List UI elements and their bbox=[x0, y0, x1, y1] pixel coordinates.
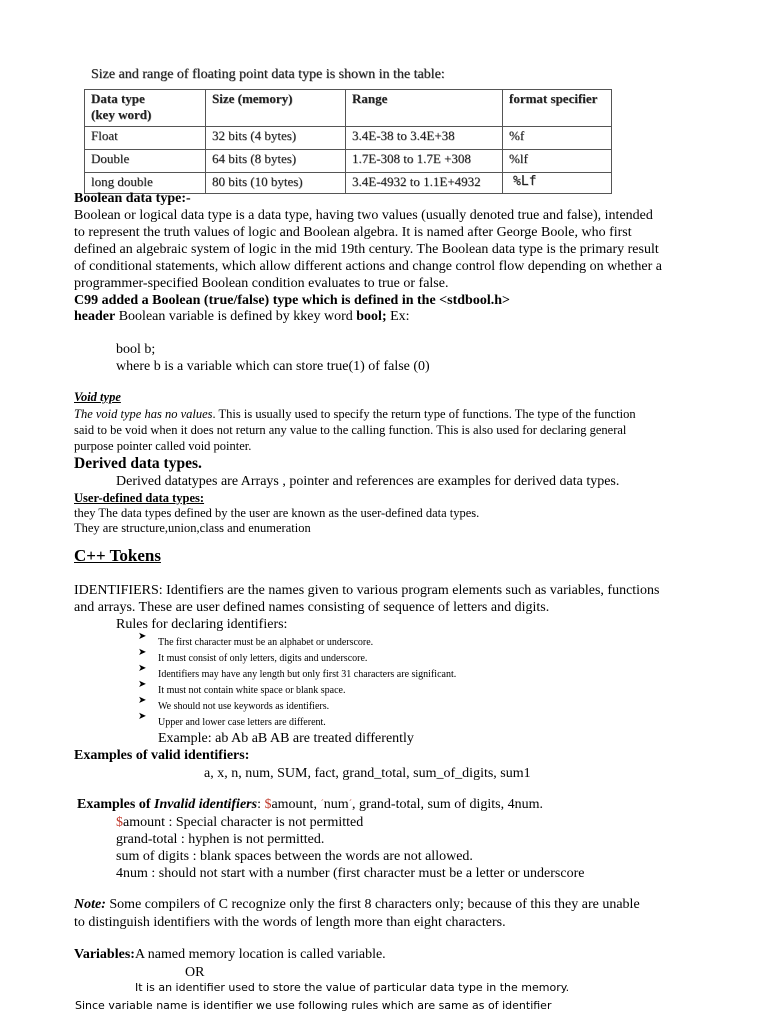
table-cell: 3.4E-38 to 3.4E+38 bbox=[346, 127, 503, 150]
table-cell: %Lf bbox=[503, 173, 612, 194]
variables-line: Since variable name is identifier we use following rules which are same as of identifier bbox=[75, 999, 552, 1012]
userdef-heading: User-defined data types: bbox=[74, 491, 205, 505]
bool-keyword-text: Boolean variable is defined by kkey word bbox=[115, 309, 357, 324]
derived-text: Derived datatypes are Arrays , pointer and references are examples for derived data types. bbox=[116, 474, 620, 489]
rule-text: It must consist of only letters, digits and underscore. bbox=[158, 653, 368, 664]
identifiers-line: IDENTIFIERS: Identifiers are the names given to various program elements such as variables, functions bbox=[74, 583, 660, 598]
bool-keyword: bool; bbox=[356, 309, 387, 324]
identifiers-line: and arrays. These are user defined names consisting of sequence of letters and digits. bbox=[74, 600, 550, 615]
header-data-type: Data type (key word) bbox=[85, 90, 206, 127]
note-line bbox=[74, 896, 640, 913]
note-text: Some compilers of C recognize only the first 8 characters only; because of this they are unable bbox=[105, 897, 640, 912]
void-line-rest: . This is usually used to specify the return type of functions. The type of the function bbox=[212, 407, 636, 421]
boolean-heading: Boolean data type:- bbox=[74, 191, 191, 206]
dollar-symbol: $ bbox=[264, 797, 272, 812]
table-header-row bbox=[85, 90, 612, 127]
invalid-line bbox=[77, 796, 543, 813]
arrow-bullet-icon: ➤ bbox=[138, 631, 147, 642]
header-size: Size (memory) bbox=[206, 90, 346, 127]
table-cell: 80 bits (10 bytes) bbox=[206, 173, 346, 194]
rule-text: It must not contain white space or blank space. bbox=[158, 685, 346, 696]
tokens-heading: C++ Tokens bbox=[74, 546, 161, 565]
invalid-colon: : bbox=[257, 797, 265, 812]
valid-heading: Examples of valid identifiers: bbox=[74, 748, 250, 763]
explanation-line: sum of digits : blank spaces between the words are not allowed. bbox=[116, 849, 473, 864]
header-range: Range bbox=[346, 90, 503, 127]
derived-heading: Derived data types. bbox=[74, 455, 202, 472]
floating-point-table bbox=[84, 89, 612, 194]
explanation-line: grand-total : hyphen is not permitted. bbox=[116, 832, 325, 847]
variables-text: A named memory location is called variable. bbox=[134, 947, 386, 962]
explanation-text: amount : Special character is not permitted bbox=[123, 815, 364, 830]
valid-list: a, x, n, num, SUM, fact, grand_total, sum_of_digits, sum1 bbox=[204, 766, 531, 781]
header-format: format specifier bbox=[503, 90, 612, 127]
arrow-bullet-icon: ➤ bbox=[138, 679, 147, 690]
boolean-para-line: of conditional statements, which allow different actions and change control flow depending on whether a bbox=[74, 259, 662, 274]
invalid-italic: Invalid identifiers bbox=[154, 797, 258, 812]
boolean-para-line: programmer-specified Boolean condition evaluates to true or false. bbox=[74, 276, 449, 291]
c99-line: C99 added a Boolean (true/false) type which is defined in the <stdbool.h> bbox=[74, 293, 510, 308]
invalid-amount: amount, bbox=[271, 797, 321, 812]
header-word: header bbox=[74, 309, 116, 324]
userdef-line: they The data types defined by the user are known as the user-defined data types. bbox=[74, 506, 480, 520]
dollar-symbol: $ bbox=[116, 815, 123, 830]
table-cell: 3.4E-4932 to 1.1E+4932 bbox=[346, 173, 503, 194]
boolean-para-line: Boolean or logical data type is a data type, having two values (usually denoted true and false), intended bbox=[74, 208, 653, 223]
example-label: Ex: bbox=[386, 309, 410, 324]
table-cell: 1.7E-308 to 1.7E +308 bbox=[346, 150, 503, 173]
table-row bbox=[85, 150, 612, 173]
example-line: Example: ab Ab aB AB are treated differently bbox=[158, 731, 414, 746]
variables-line bbox=[74, 946, 386, 963]
void-heading: Void type bbox=[74, 390, 121, 404]
table-cell: %f bbox=[503, 127, 612, 150]
table-cell: %lf bbox=[503, 150, 612, 173]
invalid-num: num bbox=[323, 797, 349, 812]
variables-label: Variables: bbox=[74, 947, 135, 962]
void-line: said to be void when it does not return any value to the calling function. This is also used for declaring general bbox=[74, 423, 627, 437]
quote-mark: ´ bbox=[348, 799, 353, 810]
bool-keyword-line bbox=[74, 308, 410, 325]
table-cell: Float bbox=[85, 127, 206, 150]
arrow-bullet-icon: ➤ bbox=[138, 695, 147, 706]
or-text: OR bbox=[185, 965, 205, 980]
arrow-bullet-icon: ➤ bbox=[138, 647, 147, 658]
invalid-lead: Examples of bbox=[77, 797, 154, 812]
rules-heading: Rules for declaring identifiers: bbox=[116, 617, 288, 632]
arrow-bullet-icon: ➤ bbox=[138, 663, 147, 674]
boolean-para-line: to represent the truth values of logic and Boolean algebra. It is named after George Boole, who first bbox=[74, 225, 632, 240]
arrow-bullet-icon: ➤ bbox=[138, 711, 147, 722]
table-cell: 64 bits (8 bytes) bbox=[206, 150, 346, 173]
table-row bbox=[85, 127, 612, 150]
explanation-line: 4num : should not start with a number (first character must be a letter or underscore bbox=[116, 866, 585, 881]
rule-text: We should not use keywords as identifiers. bbox=[158, 701, 330, 712]
table-cell: 32 bits (4 bytes) bbox=[206, 127, 346, 150]
rule-text: Upper and lower case letters are different. bbox=[158, 717, 326, 728]
userdef-line: They are structure,union,class and enumeration bbox=[74, 521, 311, 535]
invalid-rest: , grand-total, sum of digits, 4num. bbox=[352, 797, 543, 812]
void-italic-lead: The void type has no values bbox=[74, 407, 213, 421]
quote-mark: ´ bbox=[320, 799, 324, 810]
variables-line: It is an identifier used to store the value of particular data type in the memory. bbox=[135, 981, 570, 994]
void-line bbox=[74, 406, 636, 422]
rule-text: Identifiers may have any length but only first 31 characters are significant. bbox=[158, 669, 457, 680]
explanation-line bbox=[116, 814, 363, 831]
note-label: Note: bbox=[74, 897, 106, 912]
boolean-para-line: defined an algebraic system of logic in the mid 19th century. The Boolean data type is the primary result bbox=[74, 242, 659, 257]
code-line: bool b; bbox=[116, 342, 156, 357]
rule-text: The first character must be an alphabet or underscore. bbox=[158, 637, 374, 648]
void-line: purpose pointer called void pointer. bbox=[74, 439, 252, 453]
code-line: where b is a variable which can store true(1) of false (0) bbox=[116, 359, 430, 374]
note-line: to distinguish identifiers with the words of length more than eight characters. bbox=[74, 915, 506, 930]
table-cell: long double bbox=[85, 173, 206, 194]
table-cell: Double bbox=[85, 150, 206, 173]
table-caption: Size and range of floating point data type is shown in the table: bbox=[91, 67, 445, 82]
